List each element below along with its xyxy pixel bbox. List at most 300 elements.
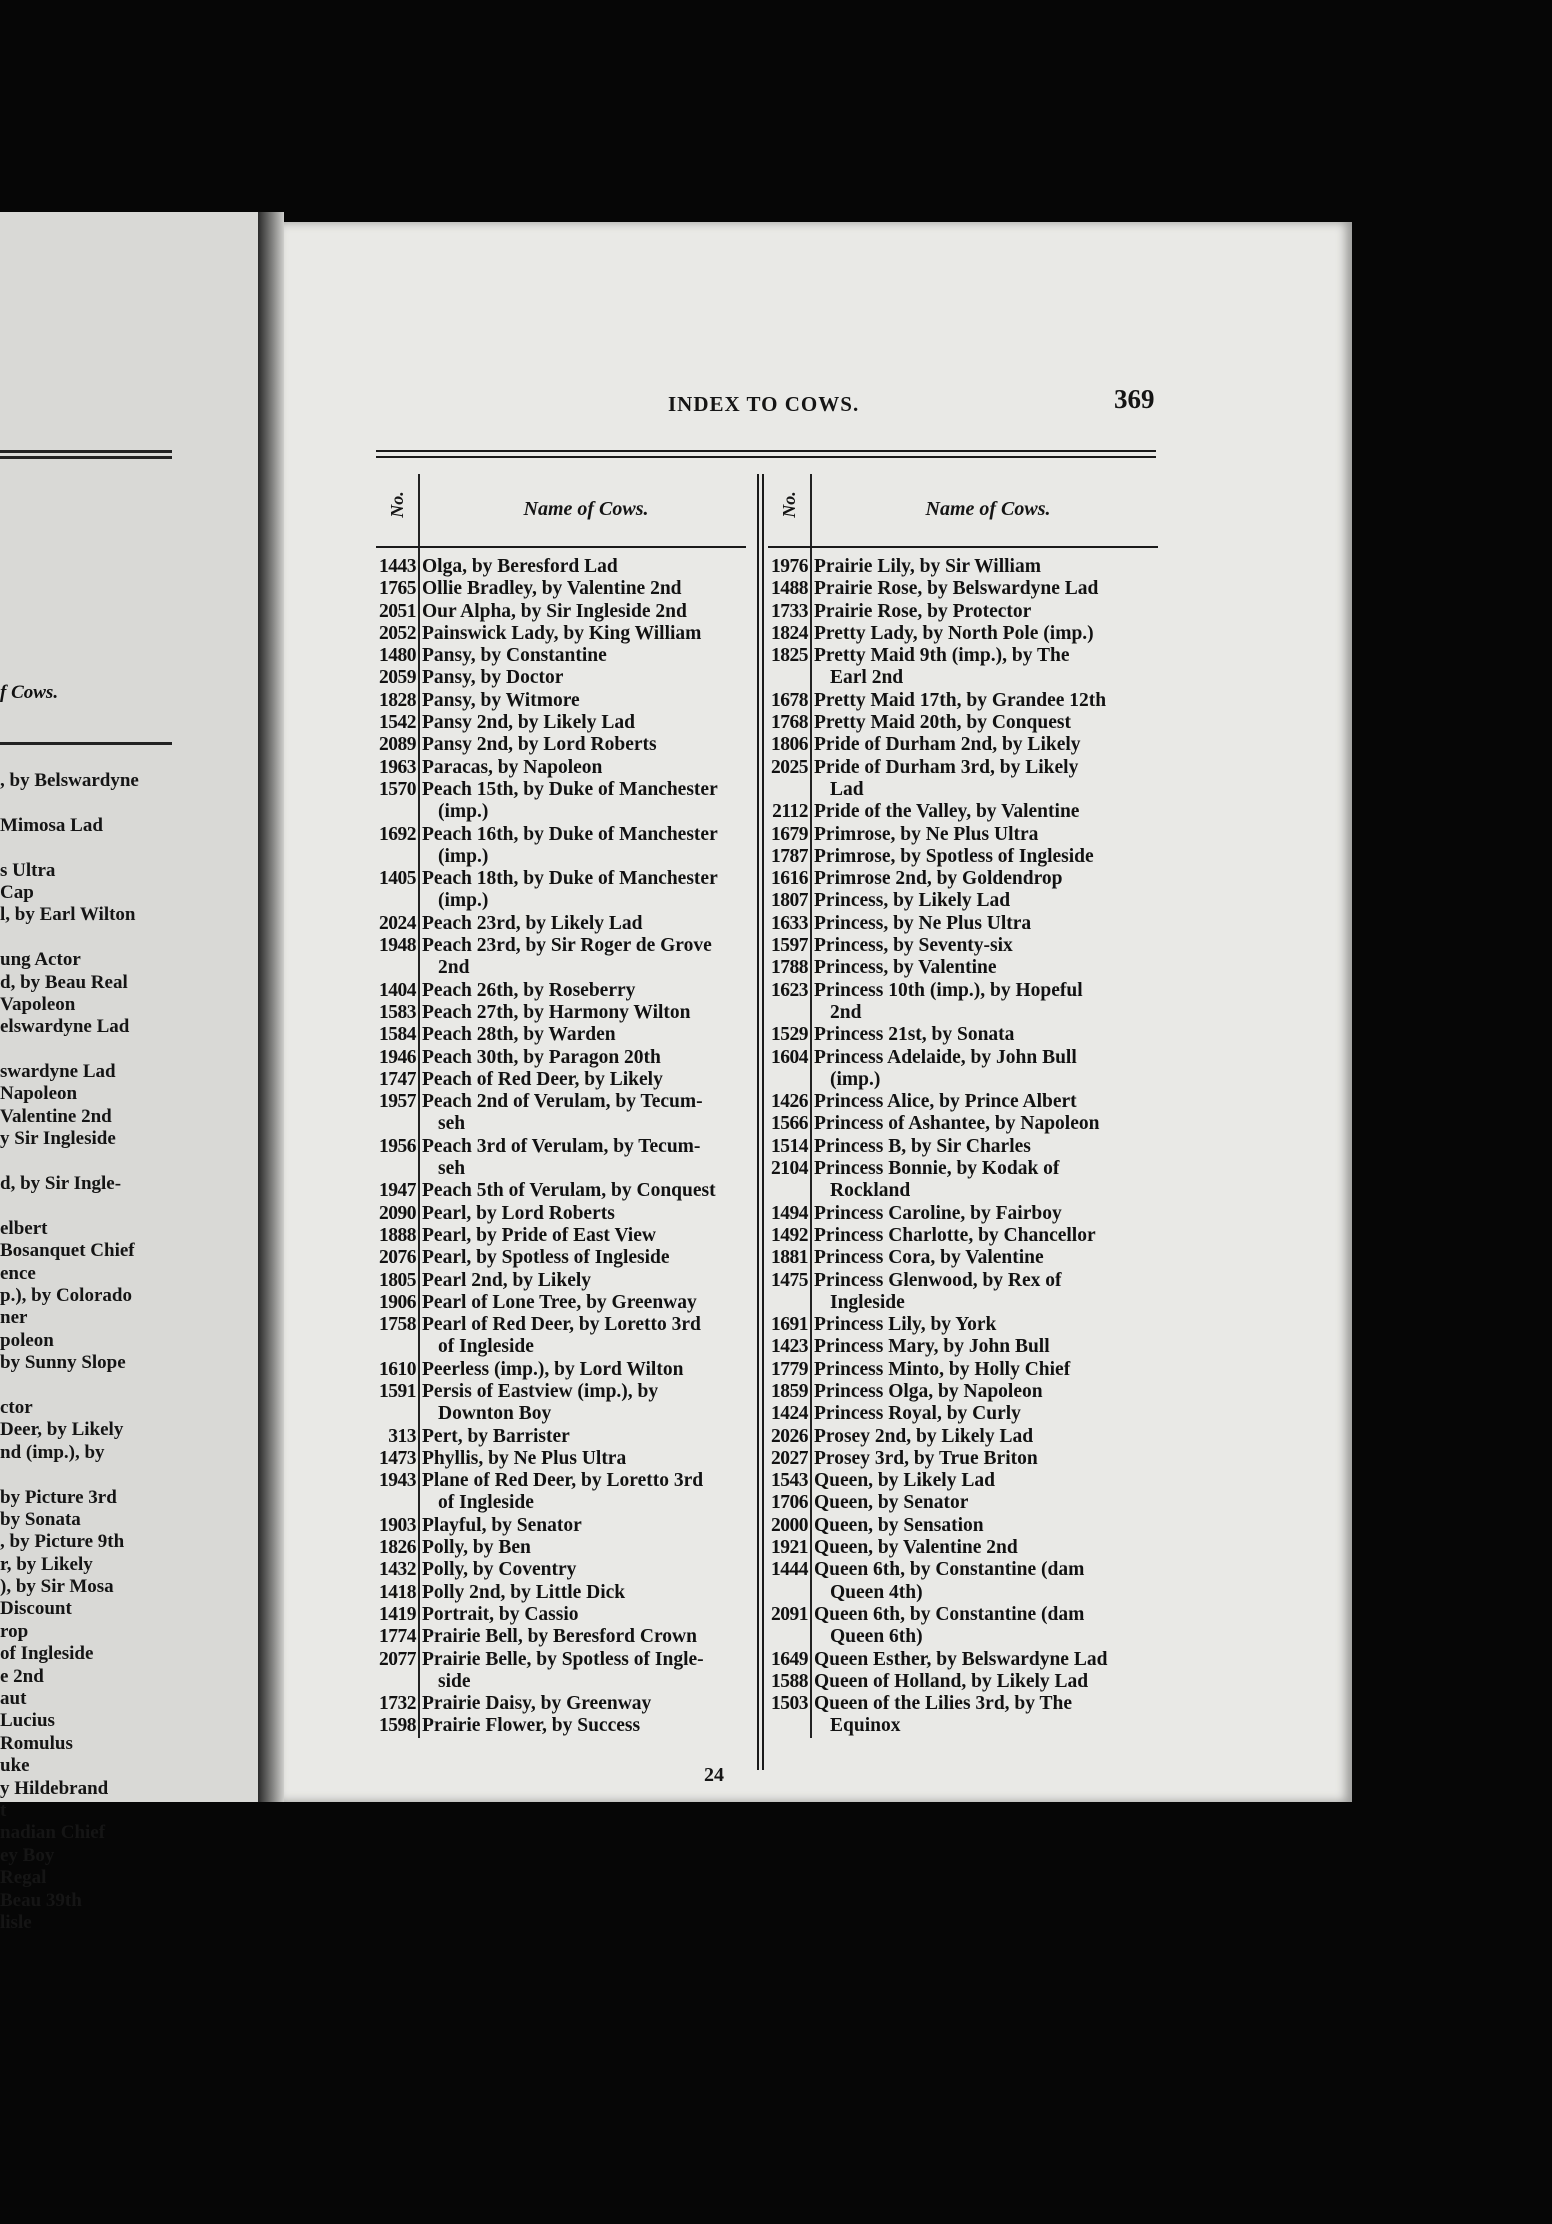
left-page-line: Romulus [0, 1732, 73, 1754]
left-page-line: swardyne Lad [0, 1061, 116, 1083]
entry-number: 1473 [379, 1447, 416, 1469]
index-entry [768, 1136, 1158, 1158]
left-page-line: Deer, by Likely [0, 1419, 124, 1441]
entry-name-block [810, 1225, 1158, 1247]
entry-number: 2051 [379, 600, 416, 622]
entry-number: 1423 [771, 1336, 808, 1358]
index-entry [768, 1515, 1158, 1537]
entry-name: Peach 23rd, by Sir Roger de Grove [422, 935, 712, 957]
entry-name-block [810, 712, 1158, 734]
index-entry [376, 1537, 746, 1559]
left-page-line: , by Picture 9th [0, 1531, 125, 1553]
entry-number: 1828 [379, 689, 416, 711]
entry-name: Princess Alice, by Prince Albert [814, 1091, 1077, 1113]
index-entry [768, 1559, 1158, 1604]
entry-number: 1825 [771, 645, 808, 667]
index-entry [376, 1582, 746, 1604]
left-page-line [0, 792, 258, 814]
entry-number: 1588 [771, 1670, 808, 1692]
entry-name-block [418, 1314, 746, 1359]
entry-number: 1732 [379, 1693, 416, 1715]
page-number: 369 [1114, 384, 1155, 414]
index-entry [768, 645, 1158, 690]
entry-name: Queen, by Sensation [814, 1514, 984, 1536]
entry-name: Princess, by Likely Lad [814, 890, 1011, 912]
index-entry [376, 868, 746, 913]
left-page-line: nadian Chief [0, 1822, 106, 1844]
entry-name: Polly 2nd, by Little Dick [422, 1581, 626, 1603]
entry-number: 1597 [771, 935, 808, 957]
column-header [376, 474, 746, 548]
entry-name: Primrose, by Ne Plus Ultra [814, 823, 1039, 845]
left-page-line: elbert [0, 1217, 48, 1239]
entry-name: Princess Cora, by Valentine [814, 1247, 1044, 1269]
entry-number: 1706 [771, 1492, 808, 1514]
entry-number: 2027 [771, 1447, 808, 1469]
entry-name-block [810, 578, 1158, 600]
left-page-line [0, 1039, 258, 1061]
entry-name: Queen 6th, by Constantine (dam [814, 1603, 1085, 1625]
left-page-line: s Ultra [0, 859, 56, 881]
entry-number: 2104 [771, 1158, 808, 1180]
entry-name: Pride of Durham 3rd, by Likely [814, 756, 1079, 778]
entry-number: 2089 [379, 734, 416, 756]
entry-name-block [810, 1136, 1158, 1158]
index-entry [376, 645, 746, 667]
entry-number: 1488 [771, 578, 808, 600]
entry-name-block [418, 1359, 746, 1381]
index-entry [768, 1537, 1158, 1559]
index-entry [376, 734, 746, 756]
entry-name: Prairie Bell, by Beresford Crown [422, 1626, 697, 1648]
entry-name-continuation: Earl 2nd [830, 667, 904, 689]
entry-number: 1779 [771, 1358, 808, 1380]
entry-name: Phyllis, by Ne Plus Ultra [422, 1447, 627, 1469]
entry-number: 1432 [379, 1559, 416, 1581]
entry-number: 313 [388, 1425, 416, 1447]
left-page-line: ner [0, 1307, 28, 1329]
entry-name-continuation: (imp.) [438, 890, 489, 912]
entry-name: Pearl, by Lord Roberts [422, 1202, 615, 1224]
entry-name-block [810, 1158, 1158, 1203]
index-entry [376, 1314, 746, 1359]
entry-name-block [810, 1470, 1158, 1492]
entry-name-block [418, 1693, 746, 1715]
entry-name: Polly, by Coventry [422, 1559, 577, 1581]
left-page-line: ctor [0, 1396, 33, 1418]
entry-number: 1787 [771, 845, 808, 867]
index-entry [768, 1426, 1158, 1448]
left-page-rule [0, 742, 172, 745]
entry-number: 2000 [771, 1514, 808, 1536]
entry-name-block [418, 824, 746, 869]
index-entry [768, 690, 1158, 712]
index-entry [768, 868, 1158, 890]
entry-name: Pretty Maid 20th, by Conquest [814, 712, 1071, 734]
entry-name-continuation: of Ingleside [438, 1336, 534, 1358]
entry-number: 1566 [771, 1113, 808, 1135]
entry-name-continuation: Rockland [830, 1180, 911, 1202]
left-page-line: by Picture 3rd [0, 1486, 117, 1508]
index-entry [768, 824, 1158, 846]
index-entry [376, 1448, 746, 1470]
entry-name-block [418, 556, 746, 578]
index-entry [768, 1047, 1158, 1092]
index-entry [768, 890, 1158, 912]
entry-name: Princess, by Seventy-six [814, 935, 1013, 957]
entry-name-block [810, 1448, 1158, 1470]
entry-name-block [418, 1225, 746, 1247]
entry-number: 1768 [771, 712, 808, 734]
entry-name-continuation: Equinox [830, 1715, 901, 1737]
entry-name-block [418, 623, 746, 645]
entry-number: 1733 [771, 600, 808, 622]
entry-name-block [810, 1649, 1158, 1671]
left-page-line: Valentine 2nd [0, 1105, 112, 1127]
index-entry [376, 1091, 746, 1136]
left-page-line: by Sonata [0, 1508, 81, 1530]
entry-name: Queen of the Lilies 3rd, by The [814, 1693, 1073, 1715]
entry-name-block [810, 801, 1158, 823]
entry-name-block [810, 1492, 1158, 1514]
entry-name-block [810, 1270, 1158, 1315]
index-entry [768, 1604, 1158, 1649]
running-head: INDEX TO COWS. [668, 392, 860, 416]
entry-name-block [810, 1537, 1158, 1559]
entry-number: 1805 [379, 1269, 416, 1291]
entry-number: 1678 [771, 689, 808, 711]
index-entry [376, 980, 746, 1002]
entry-name: Pretty Lady, by North Pole (imp.) [814, 622, 1094, 644]
entry-name: Persis of Eastview (imp.), by [422, 1380, 659, 1402]
entry-name: Peach 28th, by Warden [422, 1024, 616, 1046]
previous-page-strip [0, 212, 258, 1933]
index-entry [376, 757, 746, 779]
entry-name: Prairie Lily, by Sir William [814, 556, 1041, 577]
index-entry [768, 1492, 1158, 1514]
index-entry [376, 578, 746, 600]
entry-number: 1963 [379, 756, 416, 778]
index-page [284, 222, 1352, 1802]
entry-name: Painswick Lady, by King William [422, 622, 702, 644]
entry-name-block [810, 846, 1158, 868]
entry-name-block [418, 757, 746, 779]
entry-name-block [418, 601, 746, 623]
entry-name-block [418, 734, 746, 756]
left-page-line: Mimosa Lad [0, 814, 103, 836]
entry-number: 1956 [379, 1135, 416, 1157]
entry-name-block [418, 1381, 746, 1426]
entry-number: 1444 [771, 1559, 808, 1581]
entry-name-block [810, 1403, 1158, 1425]
entry-name-block [418, 1091, 746, 1136]
index-entry [768, 1225, 1158, 1247]
entry-name: Primrose, by Spotless of Ingleside [814, 845, 1094, 867]
index-entry [376, 1292, 746, 1314]
index-entry [376, 1247, 746, 1269]
entry-name-block [418, 1247, 746, 1269]
index-entry [768, 957, 1158, 979]
index-entry [376, 935, 746, 980]
entry-number: 1957 [379, 1091, 416, 1113]
entry-name-block [418, 1582, 746, 1604]
entry-name: Peach 27th, by Harmony Wilton [422, 1001, 691, 1023]
entry-name-block [810, 935, 1158, 957]
index-entry [768, 1247, 1158, 1269]
entry-number: 1419 [379, 1603, 416, 1625]
entry-name-continuation: Queen 6th) [830, 1626, 923, 1648]
left-page-line [0, 1375, 258, 1397]
entry-name-block [418, 1470, 746, 1515]
entry-number: 1583 [379, 1001, 416, 1023]
left-page-entries [0, 770, 258, 1934]
entry-name: Peach 2nd of Verulam, by Tecum- [422, 1091, 703, 1113]
entry-name: Plane of Red Deer, by Loretto 3rd [422, 1470, 704, 1492]
entry-name: Prairie Rose, by Protector [814, 600, 1032, 622]
index-entry [376, 913, 746, 935]
entry-name: Princess 10th (imp.), by Hopeful [814, 979, 1083, 1001]
entry-name: Queen, by Valentine 2nd [814, 1537, 1018, 1559]
entry-name-block [418, 1203, 746, 1225]
index-entry [376, 1024, 746, 1046]
index-entry [376, 601, 746, 623]
index-entry [376, 1604, 746, 1626]
entry-name-block [810, 868, 1158, 890]
index-entry [768, 1381, 1158, 1403]
entry-name-continuation: (imp.) [438, 801, 489, 823]
entry-number: 1475 [771, 1269, 808, 1291]
entry-number: 2076 [379, 1247, 416, 1269]
index-entry [768, 801, 1158, 823]
left-page-line [0, 927, 258, 949]
entry-name-block [418, 1515, 746, 1537]
column-divider [762, 474, 764, 1770]
index-entry [376, 1069, 746, 1091]
entry-name: Peerless (imp.), by Lord Wilton [422, 1358, 684, 1380]
entry-name-continuation: 2nd [830, 1001, 862, 1023]
entry-name: Peach 23rd, by Likely Lad [422, 912, 643, 934]
index-entry [376, 556, 746, 578]
entry-number: 1610 [379, 1358, 416, 1380]
left-page-line: ey Boy [0, 1844, 55, 1866]
entry-number: 1426 [771, 1091, 808, 1113]
entry-name-block [418, 1002, 746, 1024]
entry-name-block [810, 1113, 1158, 1135]
entry-number: 1948 [379, 935, 416, 957]
entry-name: Primrose 2nd, by Goldendrop [814, 868, 1063, 890]
left-page-line: by Sunny Slope [0, 1352, 126, 1374]
entry-name: Princess of Ashantee, by Napoleon [814, 1113, 1100, 1135]
entry-name-block [418, 1426, 746, 1448]
index-entry [376, 1359, 746, 1381]
entry-name-block [418, 690, 746, 712]
index-entry [376, 779, 746, 824]
entry-name-block [810, 601, 1158, 623]
entry-name-block [810, 623, 1158, 645]
left-page-line: elswardyne Lad [0, 1016, 130, 1038]
left-page-line: , by Belswardyne [0, 770, 139, 791]
entry-name: Prairie Daisy, by Greenway [422, 1693, 652, 1715]
entry-name-continuation: Queen 4th) [830, 1581, 923, 1603]
left-page-line: ), by Sir Mosa [0, 1576, 114, 1598]
entry-number: 1758 [379, 1314, 416, 1336]
index-entry [376, 623, 746, 645]
left-page-line: y Sir Ingleside [0, 1128, 116, 1150]
index-entry [376, 1270, 746, 1292]
entry-name-continuation: (imp.) [830, 1068, 881, 1090]
index-entry [768, 1693, 1158, 1738]
entry-number: 1570 [379, 778, 416, 800]
index-entry [768, 1158, 1158, 1203]
left-page-line: Discount [0, 1598, 72, 1620]
entry-name-block [810, 1559, 1158, 1604]
entry-name-block [810, 1693, 1158, 1738]
entry-name: Pansy, by Witmore [422, 689, 580, 711]
index-entry [376, 667, 746, 689]
entry-name-block [418, 1448, 746, 1470]
entry-name: Queen, by Senator [814, 1492, 969, 1514]
entry-name: Pride of the Valley, by Valentine [814, 801, 1080, 823]
left-page-line: Beau 39th [0, 1889, 82, 1911]
left-page-column-header: f Cows. [0, 682, 59, 703]
entry-name: Prairie Rose, by Belswardyne Lad [814, 578, 1099, 600]
entry-name: Prairie Belle, by Spotless of Ingle- [422, 1648, 704, 1670]
index-entry [768, 1403, 1158, 1425]
column-no-label: No. [778, 491, 799, 518]
entry-name-block [418, 667, 746, 689]
entry-name: Queen 6th, by Constantine (dam [814, 1559, 1085, 1581]
entry-number: 1591 [379, 1380, 416, 1402]
entry-name-block [810, 1515, 1158, 1537]
entry-number: 1604 [771, 1046, 808, 1068]
index-entry [768, 712, 1158, 734]
entry-name: Polly, by Ben [422, 1537, 531, 1559]
left-page-line [0, 1151, 258, 1173]
entry-name-block [810, 690, 1158, 712]
entry-number: 1921 [771, 1537, 808, 1559]
top-rule [376, 456, 1156, 458]
entry-number: 1976 [771, 556, 808, 577]
entry-number: 1584 [379, 1024, 416, 1046]
entry-number: 1774 [379, 1626, 416, 1648]
entry-number: 1679 [771, 823, 808, 845]
entry-number: 2026 [771, 1425, 808, 1447]
entry-list [376, 548, 746, 1738]
left-page-rule [0, 456, 172, 459]
index-entry [376, 1559, 746, 1581]
entry-number: 2090 [379, 1202, 416, 1224]
entry-name: Pearl, by Spotless of Ingleside [422, 1247, 670, 1269]
entry-name: Princess Bonnie, by Kodak of [814, 1158, 1060, 1180]
entry-name: Queen Esther, by Belswardyne Lad [814, 1648, 1108, 1670]
entry-name-block [418, 1626, 746, 1648]
entry-name: Pearl, by Pride of East View [422, 1224, 656, 1246]
index-entry [768, 935, 1158, 957]
index-entry [376, 1136, 746, 1181]
entry-name-block [810, 1314, 1158, 1336]
entry-number: 1529 [771, 1024, 808, 1046]
left-page-line: e 2nd [0, 1665, 44, 1687]
left-page-line: rop [0, 1620, 29, 1642]
entry-name-block [418, 578, 746, 600]
entry-number: 1418 [379, 1581, 416, 1603]
entry-number: 1824 [771, 622, 808, 644]
entry-name: Portrait, by Cassio [422, 1603, 579, 1625]
entry-name-block [418, 779, 746, 824]
left-page-line: ence [0, 1262, 36, 1284]
entry-name: Peach 3rd of Verulam, by Tecum- [422, 1135, 701, 1157]
entry-number: 1691 [771, 1314, 808, 1336]
entry-name: Our Alpha, by Sir Ingleside 2nd [422, 600, 687, 622]
entry-number: 1943 [379, 1470, 416, 1492]
entry-name: Princess Glenwood, by Rex of [814, 1269, 1062, 1291]
entry-name-block [418, 1024, 746, 1046]
entry-name-block [418, 1069, 746, 1091]
index-entry [768, 1024, 1158, 1046]
entry-name: Pansy 2nd, by Lord Roberts [422, 734, 657, 756]
entry-name: Pearl of Red Deer, by Loretto 3rd [422, 1314, 701, 1336]
index-entry [376, 1515, 746, 1537]
entry-number: 2091 [771, 1603, 808, 1625]
entry-name: Olga, by Beresford Lad [422, 556, 618, 577]
entry-number: 1405 [379, 868, 416, 890]
entry-name-block [810, 1426, 1158, 1448]
entry-name: Pansy, by Doctor [422, 667, 564, 689]
entry-name: Princess Lily, by York [814, 1314, 997, 1336]
left-page-line: t [0, 1799, 7, 1821]
index-entry [376, 1426, 746, 1448]
entry-name-block [418, 980, 746, 1002]
entry-name: Pretty Maid 9th (imp.), by The [814, 645, 1070, 667]
entry-number: 1747 [379, 1068, 416, 1090]
entry-name-block [810, 1247, 1158, 1269]
left-page-line [0, 1195, 258, 1217]
entry-name: Princess Royal, by Curly [814, 1403, 1021, 1425]
entry-number: 1480 [379, 645, 416, 667]
entry-number: 1598 [379, 1715, 416, 1737]
index-entry [768, 1314, 1158, 1336]
entry-name: Peach 18th, by Duke of Manchester [422, 868, 718, 890]
entry-name: Princess Charlotte, by Chancellor [814, 1224, 1096, 1246]
entry-number: 1404 [379, 979, 416, 1001]
entry-name-block [418, 1715, 746, 1737]
left-page-line: nd (imp.), by [0, 1441, 105, 1463]
entry-name-block [810, 1671, 1158, 1693]
entry-name: Princess Adelaide, by John Bull [814, 1046, 1077, 1068]
entry-name-block [810, 1359, 1158, 1381]
index-entry [768, 1649, 1158, 1671]
entry-number: 1623 [771, 979, 808, 1001]
entry-name: Pride of Durham 2nd, by Likely [814, 734, 1081, 756]
entry-number: 1503 [771, 1693, 808, 1715]
entry-name-block [418, 1136, 746, 1181]
entry-number: 1765 [379, 578, 416, 600]
left-page-line: aut [0, 1688, 27, 1710]
entry-number: 1906 [379, 1291, 416, 1313]
left-page-line [0, 1464, 258, 1486]
entry-number: 1633 [771, 912, 808, 934]
entry-name: Princess B, by Sir Charles [814, 1135, 1031, 1157]
left-page-line: d, by Beau Real [0, 971, 128, 993]
entry-name-block [810, 734, 1158, 756]
entry-name-block [810, 556, 1158, 578]
entry-number: 1514 [771, 1135, 808, 1157]
entry-name-block [418, 712, 746, 734]
entry-name-block [810, 913, 1158, 935]
entry-name: Princess Caroline, by Fairboy [814, 1202, 1062, 1224]
entry-number: 1494 [771, 1202, 808, 1224]
entry-name-block [810, 645, 1158, 690]
